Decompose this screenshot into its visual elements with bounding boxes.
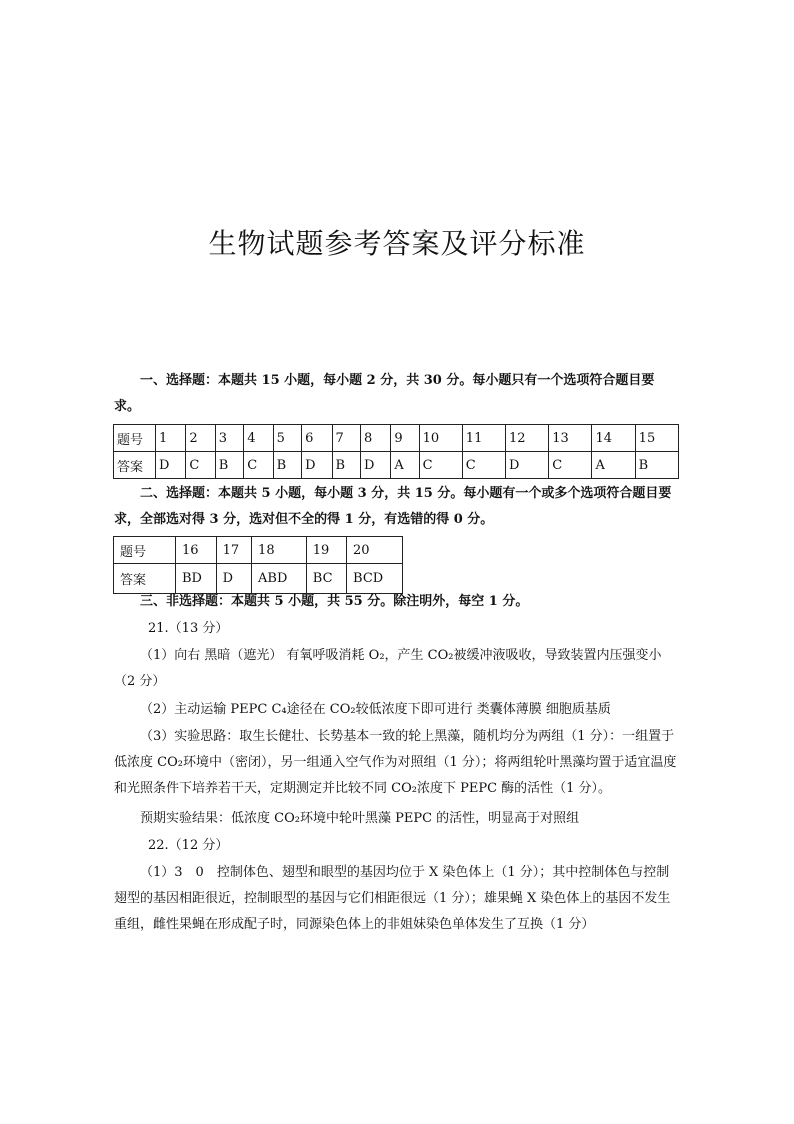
- q22-part1: （1）3 0 控制体色、翅型和眼型的基因均位于 X 染色体上（1 分）；其中控制体色与控制翅型的基因相距很近，控制眼型的基因与它们相距很远（1 分）；雄果蝇 X 染色体上的基因不发生重组，雌性果蝇在形成配子时，同源染色体上的非姐妹染色单体发生了互换（1 分）: [114, 865, 671, 932]
- answer-cell: D: [361, 452, 391, 479]
- row-label: 题号: [114, 425, 156, 452]
- question-number: 15: [635, 425, 678, 452]
- answer-cell: B: [332, 452, 361, 479]
- question-number: 14: [592, 425, 635, 452]
- question-number: 2: [186, 425, 215, 452]
- answer-cell: D: [156, 452, 186, 479]
- question-number: 9: [391, 425, 419, 452]
- answer-cell: D: [216, 564, 251, 594]
- answer-cell: BCD: [347, 564, 403, 594]
- answer-table-2: [113, 536, 403, 594]
- answer-cell: B: [635, 452, 678, 479]
- question-number: 1: [156, 425, 186, 452]
- answer-cell: C: [419, 452, 462, 479]
- question-number: 6: [302, 425, 332, 452]
- answer-cell: C: [462, 452, 505, 479]
- row-label: 答案: [114, 452, 156, 479]
- question-number: 19: [306, 537, 346, 564]
- question-number: 17: [216, 537, 251, 564]
- question-number: 12: [506, 425, 549, 452]
- q22-title: 22.（12 分）: [148, 838, 229, 853]
- section1-heading: 一、选择题：本题共 15 小题，每小题 2 分，共 30 分。每小题只有一个选项符合题目要求。: [114, 373, 655, 414]
- q21-part2: （2）主动运输 PEPC C₄途径在 CO₂较低浓度下即可进行 类囊体薄膜 细胞质基质: [140, 702, 611, 717]
- answer-cell: C: [549, 452, 592, 479]
- answer-cell: BC: [306, 564, 346, 594]
- answer-table-1: [113, 424, 679, 479]
- q21-prediction: 预期实验结果：低浓度 CO₂环境中轮叶黑藻 PEPC 的活性，明显高于对照组: [140, 811, 580, 826]
- answer-cell: A: [391, 452, 419, 479]
- answer-cell: D: [302, 452, 332, 479]
- question-number: 4: [244, 425, 273, 452]
- question-number: 16: [176, 537, 217, 564]
- answer-cell: BD: [176, 564, 217, 594]
- row-label: 题号: [114, 537, 176, 564]
- question-number: 8: [361, 425, 391, 452]
- answer-cell: C: [186, 452, 215, 479]
- section2-heading: 二、选择题：本题共 5 小题，每小题 3 分，共 15 分。每小题有一个或多个选项符合题目要求，全部选对得 3 分，选对但不全的得 1 分，有选错的得 0 分。: [114, 486, 672, 527]
- section3-heading: 三、非选择题：本题共 5 小题，共 55 分。除注明外，每空 1 分。: [140, 594, 529, 609]
- question-number: 13: [549, 425, 592, 452]
- table-row: [114, 537, 403, 564]
- question-number: 10: [419, 425, 462, 452]
- question-number: 3: [215, 425, 244, 452]
- q21-title: 21.（13 分）: [148, 621, 229, 636]
- question-number: 18: [252, 537, 307, 564]
- answer-cell: C: [244, 452, 273, 479]
- table-row: [114, 452, 679, 479]
- q21-part3: （3）实验思路：取生长健壮、长势基本一致的轮上黑藻，随机均分为两组（1 分）：一组置于低浓度 CO₂环境中（密闭），另一组通入空气作为对照组（1 分）；将两组轮叶黑藻均置于适宜温度和光照条件下培养若干天，定期测定并比较不同 CO₂浓度下 PEPC 酶的活性（1 分）。: [114, 729, 677, 796]
- answer-cell: B: [273, 452, 302, 479]
- table-row: [114, 425, 679, 452]
- question-number: 20: [347, 537, 403, 564]
- answer-cell: B: [215, 452, 244, 479]
- answer-cell: A: [592, 452, 635, 479]
- page-title: 生物试题参考答案及评分标准: [208, 227, 586, 260]
- q21-part1: （1）向右 黑暗（遮光） 有氧呼吸消耗 O₂，产生 CO₂被缓冲液吸收，导致装置内压强变小（2 分）: [114, 648, 662, 689]
- row-label: 答案: [114, 564, 176, 594]
- question-number: 5: [273, 425, 302, 452]
- question-number: 7: [332, 425, 361, 452]
- answer-cell: D: [506, 452, 549, 479]
- question-number: 11: [462, 425, 505, 452]
- answer-cell: ABD: [252, 564, 307, 594]
